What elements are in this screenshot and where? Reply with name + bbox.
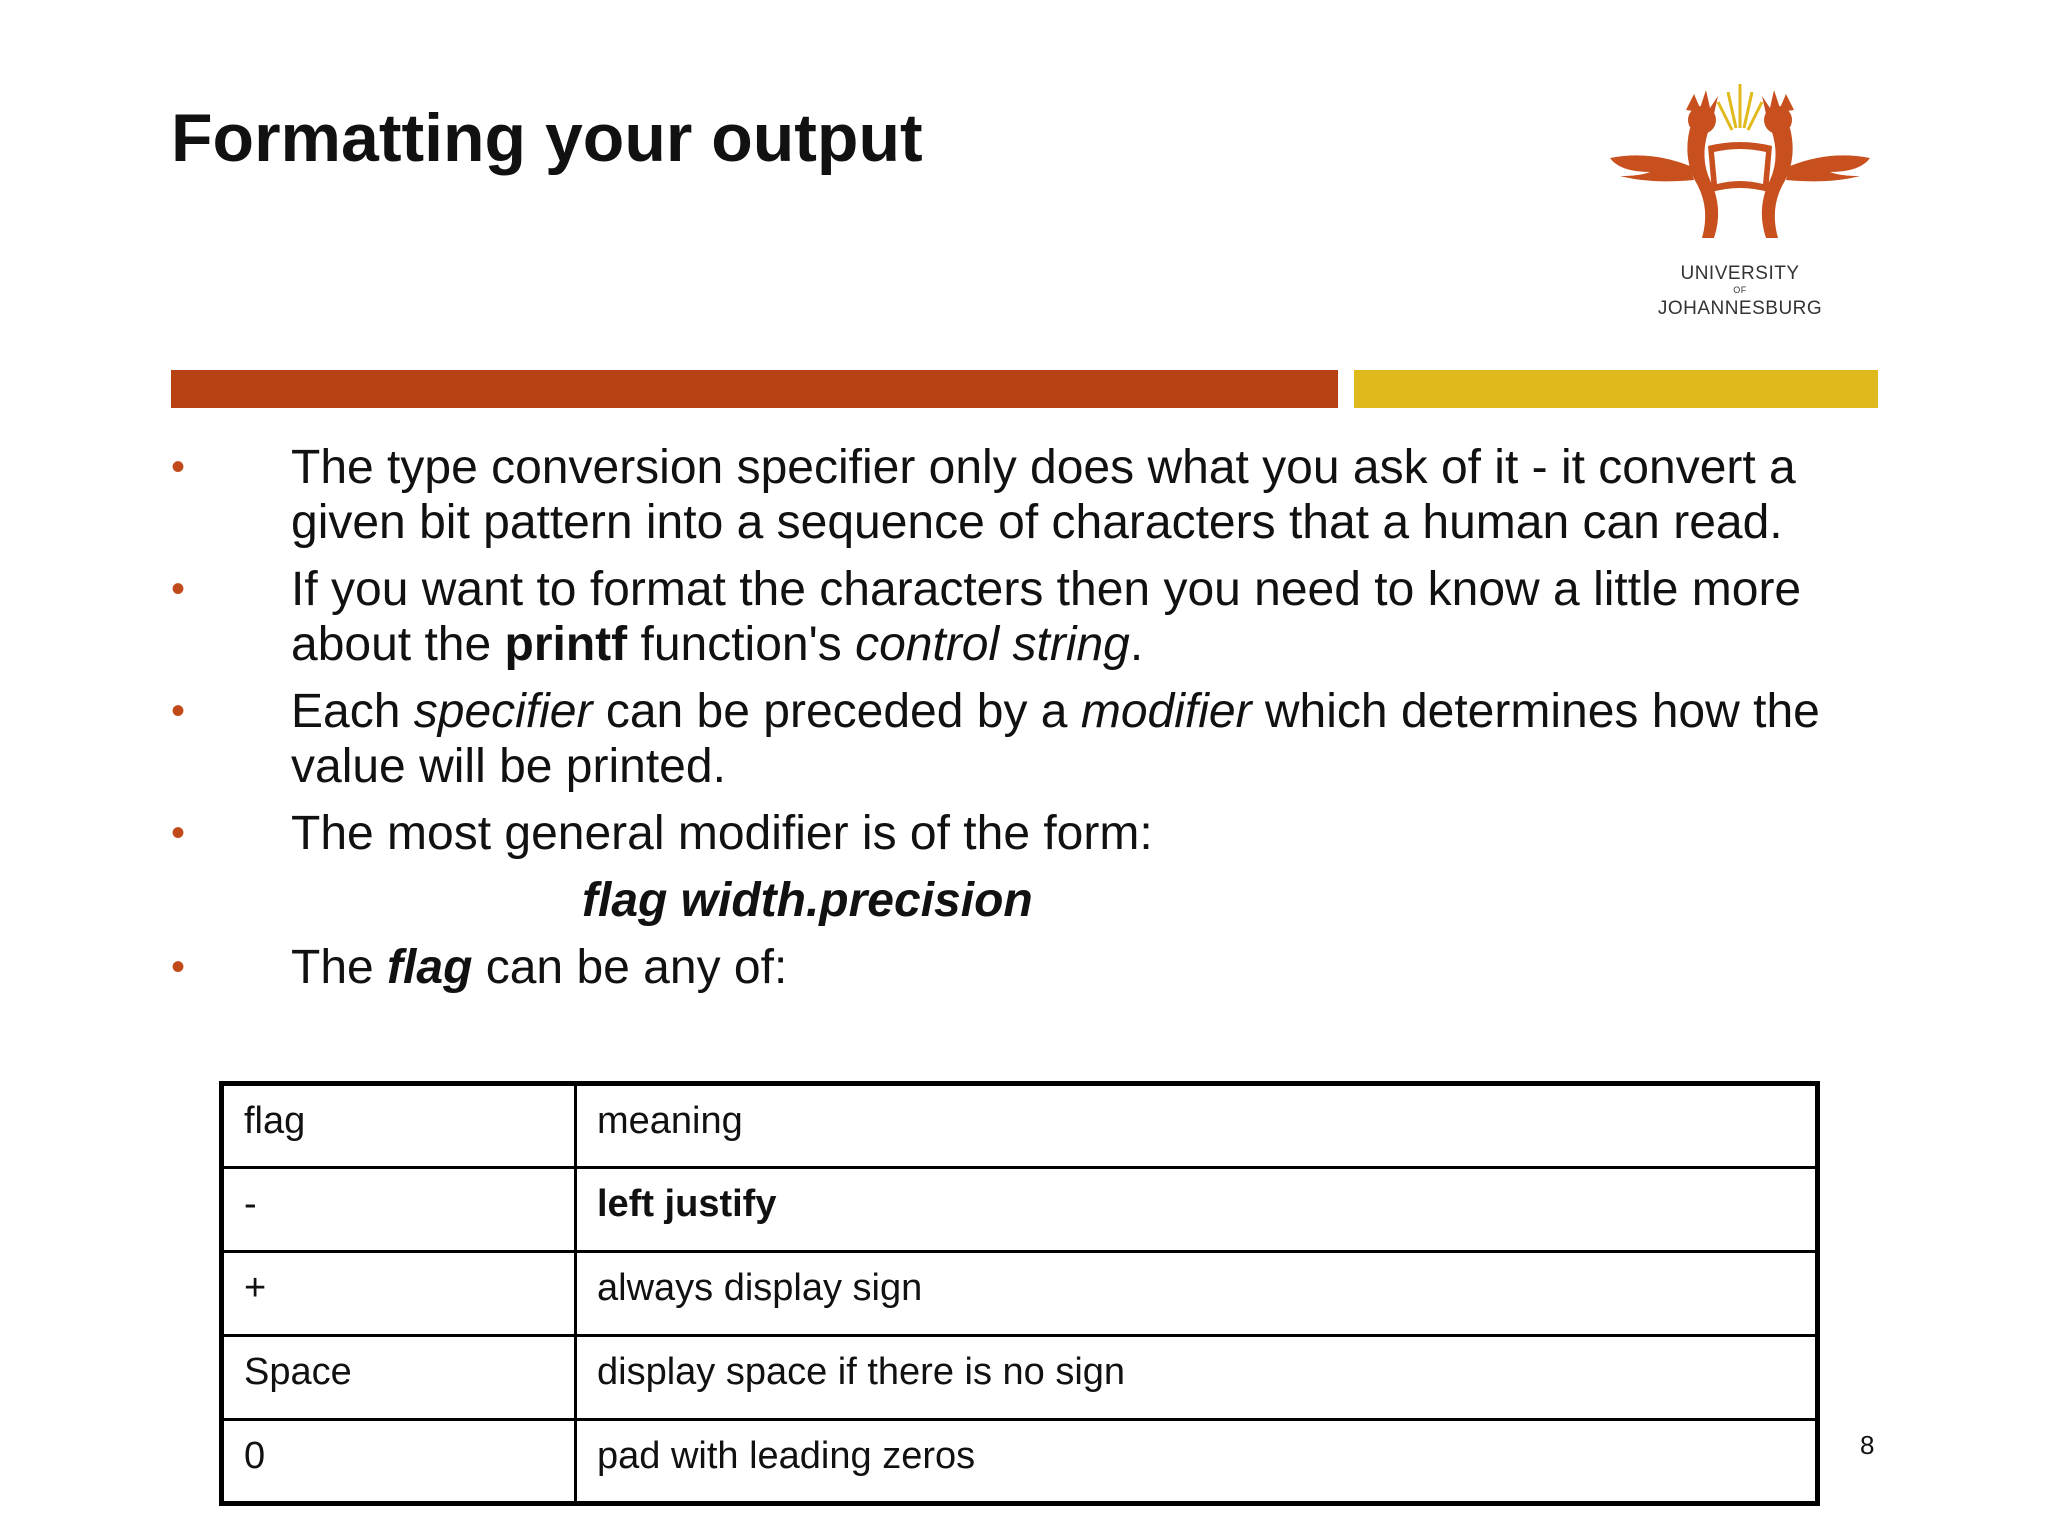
page-number: 8	[1860, 1430, 1875, 1460]
bullet-dot-icon: •	[171, 689, 186, 733]
bullet-text-bold: printf	[504, 618, 628, 671]
bullet-text-mid: can be preceded by a	[592, 685, 1081, 738]
bullet-text-mid: function's	[627, 618, 856, 671]
bullet-item	[171, 562, 1891, 672]
slide-body	[171, 440, 1891, 1007]
table-cell-meaning: always display sign	[576, 1252, 1818, 1336]
bullet-item	[171, 684, 1891, 794]
table-cell-flag: Space	[222, 1336, 576, 1420]
logo-johannesburg-text: JOHANNESBURG	[1657, 298, 1823, 319]
logo-of-text: OF	[1733, 285, 1747, 295]
bullet-item	[171, 806, 1891, 861]
table-row	[222, 1168, 1818, 1252]
table-row	[222, 1420, 1818, 1504]
bullet-text-italic: modifier	[1080, 685, 1252, 738]
table-header-cell: meaning	[576, 1084, 1818, 1168]
bullet-text-italic: control string	[855, 618, 1130, 671]
table-cell-meaning: display space if there is no sign	[576, 1336, 1818, 1420]
table-cell-flag: 0	[222, 1420, 576, 1504]
flags-table	[219, 1081, 1820, 1506]
bullet-text-pre: The	[291, 941, 388, 994]
bullet-text: The most general modifier is of the form:	[291, 807, 1153, 860]
bullet-item	[171, 940, 1891, 995]
bullet-text: The type conversion specifier only does what you ask of it - it convert a given bit pattern into a sequence of characters that a human can read.	[291, 441, 1796, 549]
table-cell-meaning: left justify	[576, 1168, 1818, 1252]
table-header-row	[222, 1084, 1818, 1168]
bullet-text-post: which determines how the value will be printed.	[291, 685, 1820, 793]
accent-bar-gold	[1354, 370, 1878, 408]
modifier-form: flag width.precision	[582, 874, 1033, 927]
university-logo	[1590, 80, 1890, 340]
table-header-cell: flag	[222, 1084, 576, 1168]
table-cell-flag: -	[222, 1168, 576, 1252]
bullet-text-post: can be any of:	[472, 941, 788, 994]
bullet-item	[171, 440, 1891, 550]
table-cell-flag: +	[222, 1252, 576, 1336]
bullet-text-bold-italic: flag	[387, 941, 473, 994]
slide-title: Formatting your output	[171, 100, 923, 176]
bullet-text-post: .	[1129, 618, 1144, 671]
bullet-text-pre: If you want to format the characters then you need to know a little more about the	[291, 563, 1802, 671]
bullet-dot-icon: •	[171, 567, 186, 611]
logo-university-text: UNIVERSITY	[1680, 263, 1800, 284]
bullet-dot-icon: •	[171, 811, 186, 855]
table-cell-meaning: pad with leading zeros	[576, 1420, 1818, 1504]
university-of-johannesburg-crest-icon	[1590, 80, 1890, 260]
bullet-text-pre: Each	[291, 685, 414, 738]
accent-bar-orange	[171, 370, 1338, 408]
bullet-dot-icon: •	[171, 945, 186, 989]
table-row	[222, 1252, 1818, 1336]
bullet-dot-icon: •	[171, 445, 186, 489]
bullet-text-italic: specifier	[413, 685, 593, 738]
table-row	[222, 1336, 1818, 1420]
